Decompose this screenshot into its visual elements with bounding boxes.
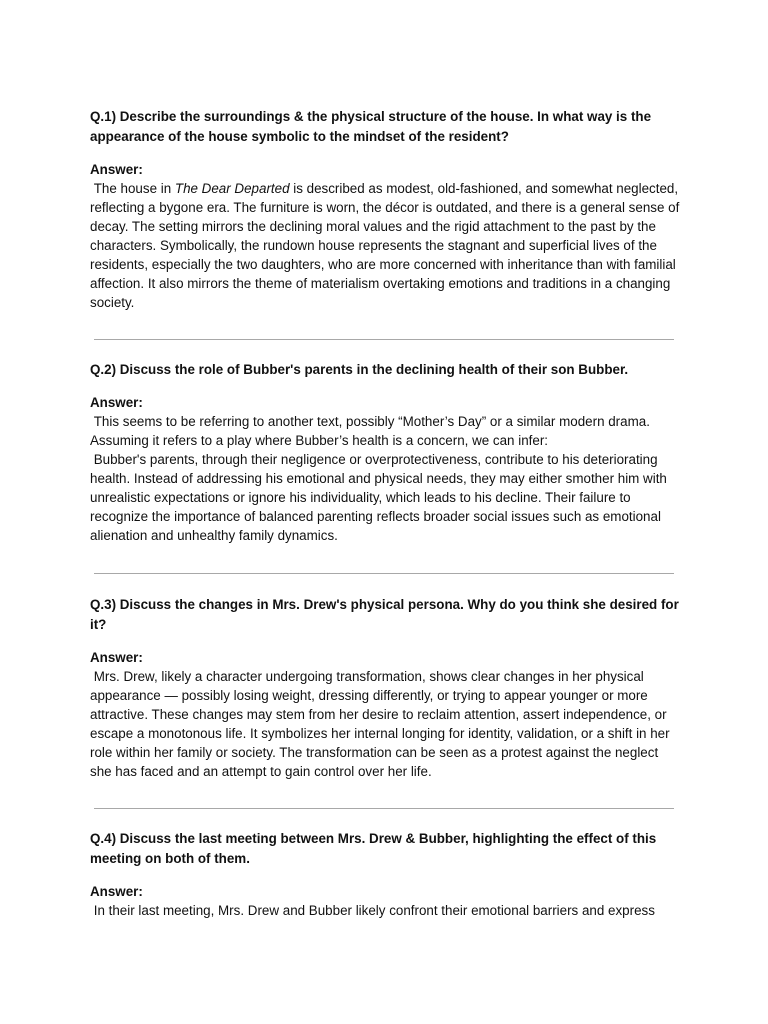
answer-2 <box>90 412 680 545</box>
answer-3-paragraph: Mrs. Drew, likely a character undergoing transformation, shows clear changes in her physical appearance — possibly losing weight, dressing differently, or trying to appear younger or more attractive. These changes may stem from her desire to reclaim attention, assert independence, or escape a monotonous life. It symbolizes her internal longing for identity, validation, or a shift in her role within her family or society. The transformation can be seen as a protest against the neglect she has faced and an attempt to gain control over her life. <box>90 669 674 779</box>
answer-4 <box>90 901 680 920</box>
qa-block-3 <box>90 595 680 781</box>
answer-1-text-a: The house in <box>90 181 175 196</box>
question-4: Q.4) Discuss the last meeting between Mrs. Drew & Bubber, highlighting the effect of this meeting on both of them. <box>90 831 657 866</box>
qa-block-4 <box>90 829 680 920</box>
answer-label-3: Answer: <box>90 650 143 665</box>
answer-3 <box>90 667 680 781</box>
divider-3 <box>94 808 674 809</box>
question-1: Q.1) Describe the surroundings & the physical structure of the house. In what way is the appearance of the house symbolic to the mindset of the resident? <box>90 109 652 144</box>
answer-2-paragraph-2: Bubber's parents, through their negligence or overprotectiveness, contribute to his deteriorating health. Instead of addressing his emotional and physical needs, they may either smother him with unrealistic expectations or ignore his individuality, which leads to his decline. Their failure to recognize the importance of balanced parenting reflects broader social issues such as emotional alienation and unhealthy family dynamics. <box>90 452 671 543</box>
answer-1-text-b: is described as modest, old-fashioned, and somewhat neglected, reflecting a bygone era. The furniture is worn, the décor is outdated, and there is a general sense of decay. The setting mirrors the declining moral values and the rigid attachment to the past by the characters. Symbolically, the rundown house represents the stagnant and superficial lives of the residents, especially the two daughters, who are more concerned with inheritance than with familial affection. It also mirrors the theme of materialism overtaking emotions and traditions in a changing society. <box>90 181 680 310</box>
question-2: Q.2) Discuss the role of Bubber's parents in the declining health of their son Bubber. <box>90 362 629 377</box>
answer-label-1: Answer: <box>90 162 143 177</box>
qa-block-2 <box>90 360 680 545</box>
question-3: Q.3) Discuss the changes in Mrs. Drew's physical persona. Why do you think she desired for it? <box>90 597 679 632</box>
answer-4-paragraph: In their last meeting, Mrs. Drew and Bubber likely confront their emotional barriers and express <box>90 903 655 918</box>
answer-label-4: Answer: <box>90 884 143 899</box>
divider-1 <box>94 339 674 340</box>
divider-2 <box>94 573 674 574</box>
qa-block-1 <box>90 107 680 312</box>
answer-label-2: Answer: <box>90 395 143 410</box>
answer-1 <box>90 179 680 312</box>
play-title: The Dear Departed <box>174 181 290 196</box>
answer-2-paragraph-1: This seems to be referring to another text, possibly “Mother’s Day” or a similar modern drama. Assuming it refers to a play where Bubber’s health is a concern, we can infer: <box>90 414 653 448</box>
